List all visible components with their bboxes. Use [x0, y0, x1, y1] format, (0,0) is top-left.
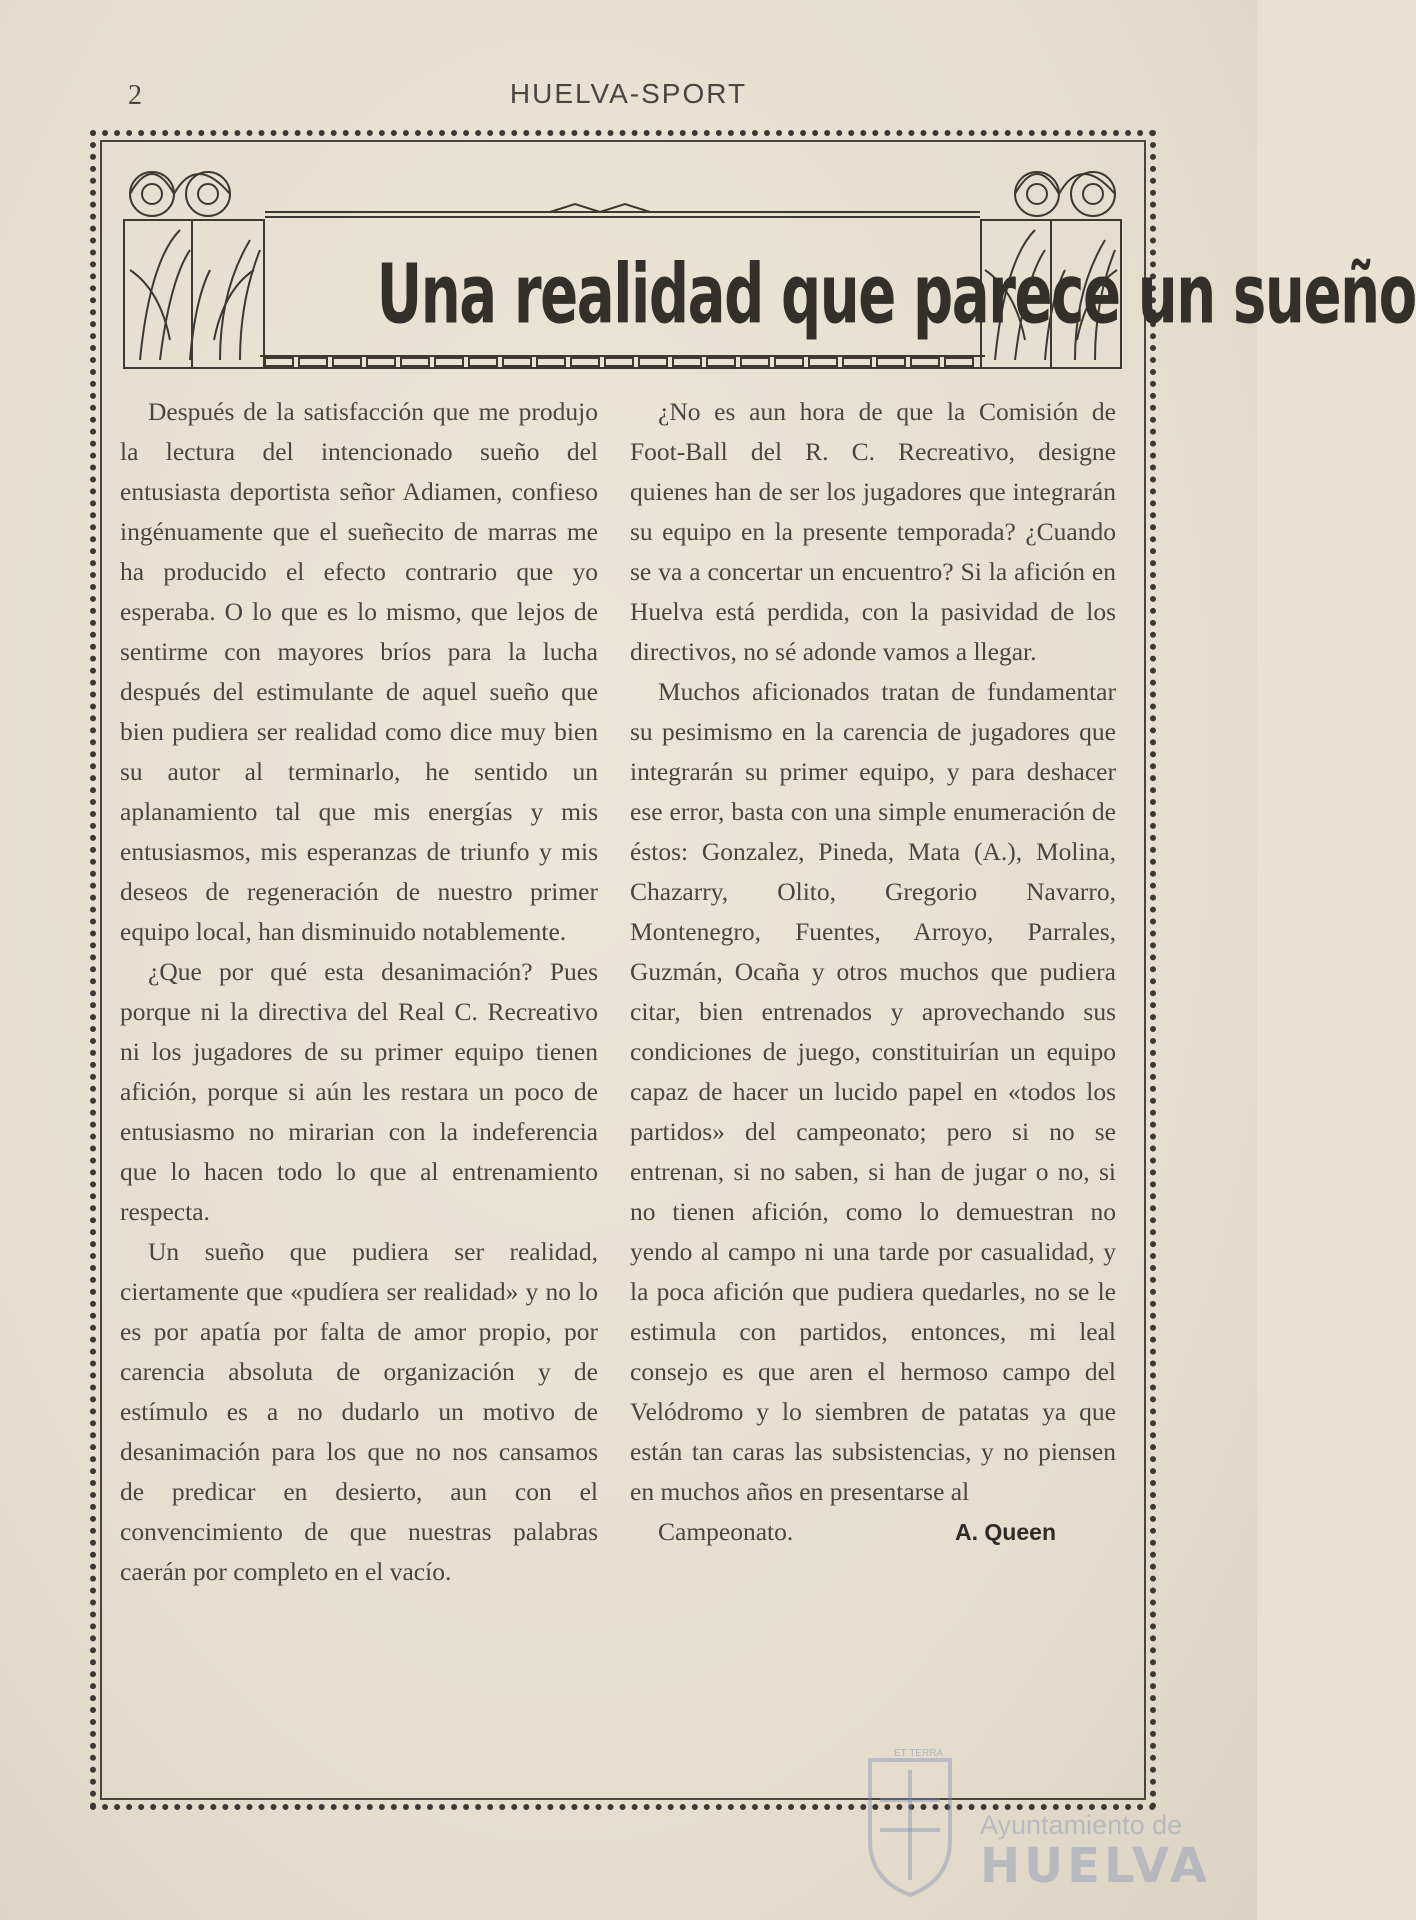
meander-box [775, 358, 803, 366]
meander-box [401, 358, 429, 366]
meander-box [299, 358, 327, 366]
author-signature: A. Queen [955, 1519, 1056, 1545]
crest-text: ET TERRA [894, 1748, 944, 1759]
left-column [120, 392, 598, 1592]
left-flower-ornament [124, 172, 264, 368]
paragraph: Muchos aficionados tratan de fundamentar su pesimismo en la carencia de jugadores que integrarán su primer equipo, y para deshacer ese error, basta con una simple enumeración de éstos: Gonzalez, Pineda, Mata (A.), Molina, Chazarry, Olito, Gregorio Navarro, Montenegro, Fuentes, Arroyo, Parrales, Guzmán, Ocaña y otros muchos que pudiera citar, bien entrenados y aprovechando sus condiciones de juego, constituirían un equipo capaz de hacer un lucido papel en «todos los partidos» del campeonato; pero si no se entrenan, si no saben, si han de jugar o no, si no tienen afición, como lo demuestran no yendo al campo ni una tarde por casualidad, y la poca afición que pudiera quedarles, no se le estimula con partidos, entonces, mi leal consejo es que aren el hermoso campo del Velódromo y lo siembren de patatas ya que están tan caras las subsistencias, y no piensen en muchos años en presentarse al [630, 677, 1116, 1506]
headline-ornament [120, 160, 1416, 375]
meander-box [945, 358, 973, 366]
meander-box [877, 358, 905, 366]
right-column [630, 392, 1116, 1552]
paragraph: Después de la satisfacción que me produjo la lectura del intencionado sueño del entusiasta deportista señor Adiamen, confieso ingénuamente que el sueñecito de marras me ha producido el efecto contrario que yo esperaba. O lo que es lo mismo, que lejos de sentirme con mayores bríos para la lucha después del estimulante de aquel sueño que bien pudiera ser realidad como dice muy bien su autor al terminarlo, he sentido un aplanamiento tal que mis energías y mis entusiasmos, mis esperanzas de triunfo y mis deseos de regeneración de nuestro primer equipo local, han disminuido notablemente. [120, 397, 598, 946]
paragraph: Un sueño que pudiera ser realidad, ciertamente que «pudíera ser realidad» y no lo es por apatía por falta de amor propio, por carencia absoluta de organización y de estímulo es a no dudarlo un motivo de desanimación para los que no nos cansamos de predicar en desierto, aun con el convencimiento de que nuestras palabras caerán por completo en el vacío. [120, 1237, 598, 1586]
meander-box [707, 358, 735, 366]
meander-box [809, 358, 837, 366]
watermark-line-1: Ayuntamiento de [980, 1810, 1183, 1840]
paragraph: ¿Que por qué esta desanimación? Pues porque ni la directiva del Real C. Recreativo ni los jugadores de su primer equipo tienen afición, porque si aún les restara un poco de entusiasmo no mirarian con la indeferencia que lo hacen todo lo que al entrenamiento respecta. [120, 957, 598, 1226]
meander-box [503, 358, 531, 366]
meander-box [469, 358, 497, 366]
watermark-line-2: HUELVA [980, 1838, 1211, 1894]
meander-box [435, 358, 463, 366]
meander-box [911, 358, 939, 366]
meander-box [639, 358, 667, 366]
running-head: HUELVA-SPORT [509, 78, 748, 109]
meander-box [537, 358, 565, 366]
page-number: 2 [128, 80, 142, 111]
meander-box [673, 358, 701, 366]
closing-word: Campeonato. [658, 1517, 794, 1546]
meander-box [367, 358, 395, 366]
closing-line [630, 1512, 1116, 1552]
meander-box [843, 358, 871, 366]
meander-box [605, 358, 633, 366]
headline: Una realidad que parece un sueño [376, 247, 1416, 343]
meander-box [265, 358, 293, 366]
paragraph: ¿No es aun hora de que la Comisión de Foot-Ball del R. C. Recreativo, designe quienes han de ser los jugadores que integrarán su equipo en la presente temporada? ¿Cuando se va a concertar un encuentro? Si la afición en Huelva está perdida, con la pasividad de los directivos, no sé adonde vamos a llegar. [630, 397, 1116, 666]
meander-box [333, 358, 361, 366]
meander-box [571, 358, 599, 366]
meander-box [741, 358, 769, 366]
